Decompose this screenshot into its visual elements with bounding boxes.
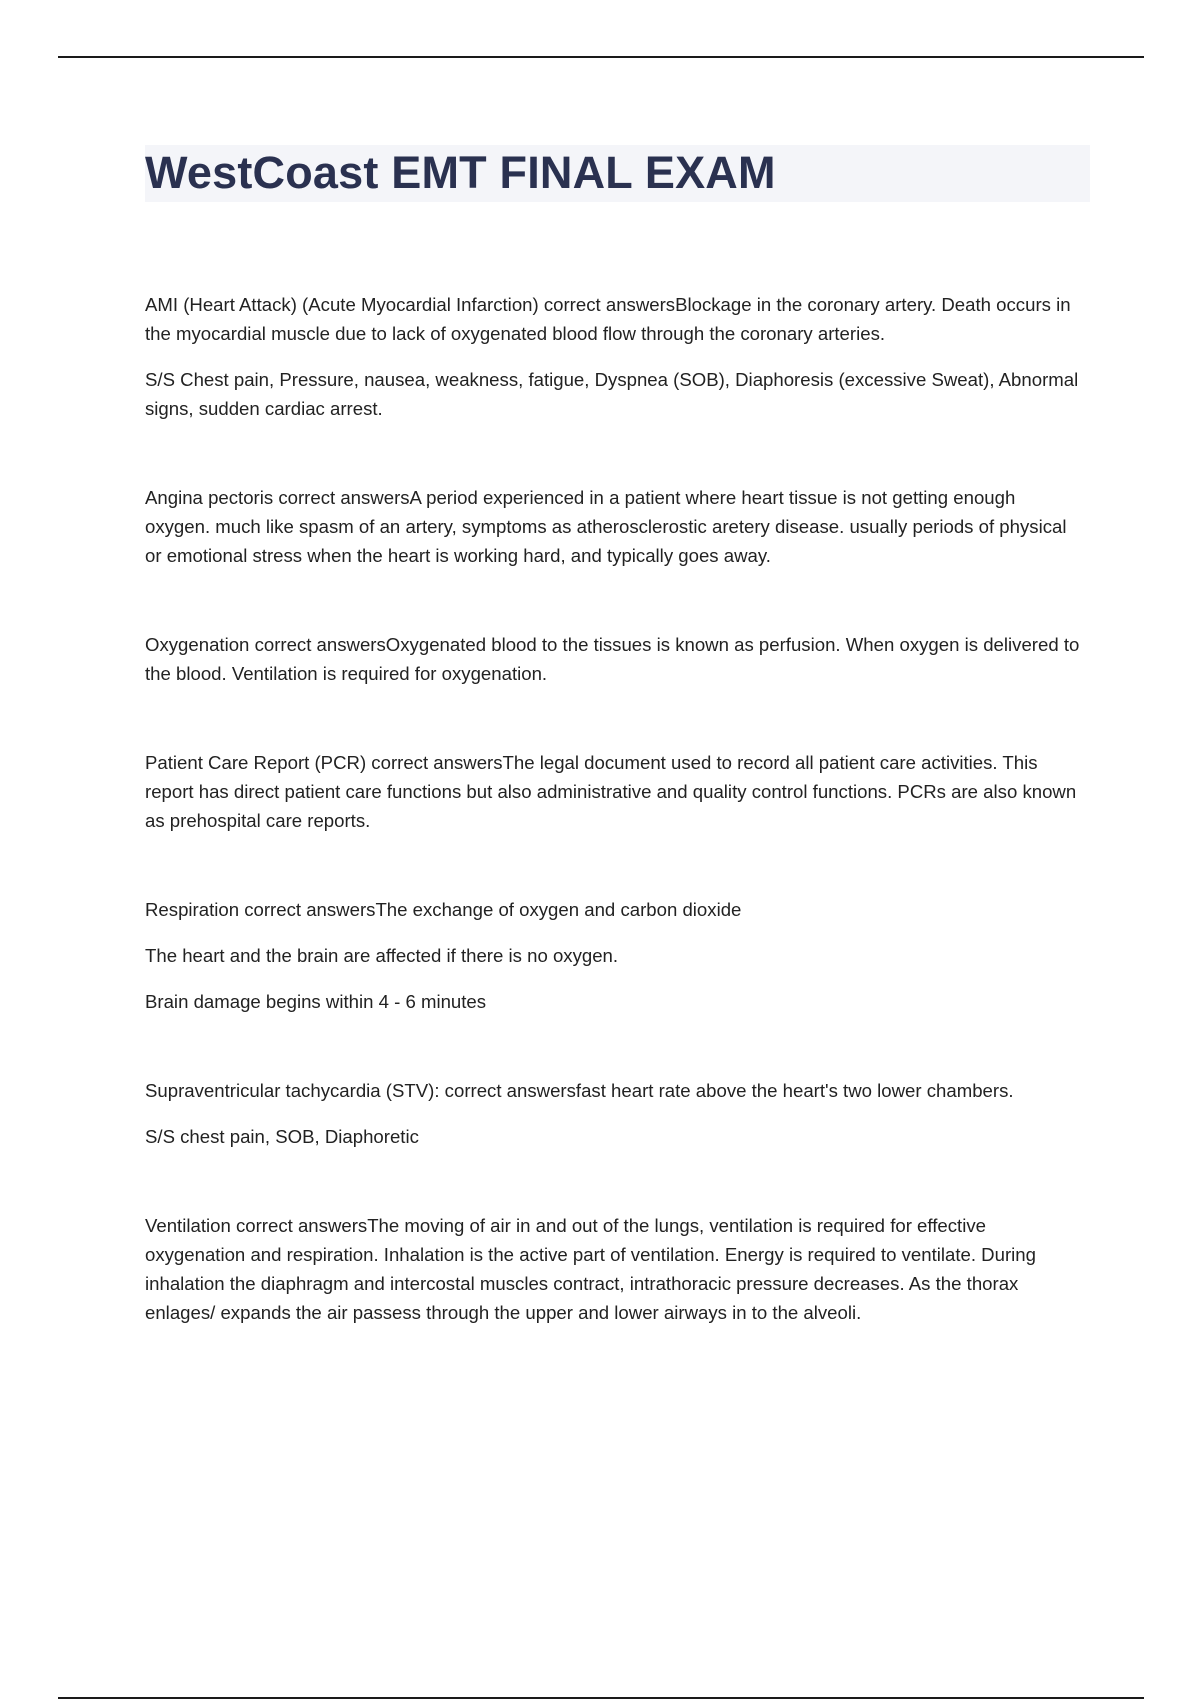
entry-paragraph: Patient Care Report (PCR) correct answersThe legal document used to record all patient care activities. This report has direct patient care functions but also administrative and quality control functions. PCRs are also known as prehospital care reports. [145, 752, 1077, 831]
document-body [145, 290, 1085, 1387]
entry-respiration [145, 895, 1085, 1016]
entry-angina-pectoris [145, 483, 1085, 570]
entry-paragraph: AMI (Heart Attack) (Acute Myocardial Infarction) correct answersBlockage in the coronary artery. Death occurs in the myocardial muscle due to lack of oxygenated blood flow through the coronary arteries. [145, 294, 1071, 344]
page-title: WestCoast EMT FINAL EXAM [145, 147, 776, 198]
header-rule [58, 56, 1144, 58]
entry-paragraph: The heart and the brain are affected if there is no oxygen. [145, 945, 619, 966]
entry-paragraph: Respiration correct answersThe exchange of oxygen and carbon dioxide [145, 899, 742, 920]
entry-paragraph: Oxygenation correct answersOxygenated blood to the tissues is known as perfusion. When oxygen is delivered to the blood. Ventilation is required for oxygenation. [145, 634, 1080, 684]
entry-supraventricular-tachycardia [145, 1076, 1085, 1151]
entry-ventilation [145, 1211, 1085, 1327]
entry-patient-care-report [145, 748, 1085, 835]
entry-paragraph: S/S Chest pain, Pressure, nausea, weakness, fatigue, Dyspnea (SOB), Diaphoresis (excessive Sweat), Abnormal signs, sudden cardiac arrest. [145, 369, 1079, 419]
entry-paragraph: Brain damage begins within 4 - 6 minutes [145, 991, 487, 1012]
entry-paragraph: Supraventricular tachycardia (STV): correct answersfast heart rate above the heart's two lower chambers. [145, 1080, 1014, 1101]
entry-paragraph: Ventilation correct answersThe moving of air in and out of the lungs, ventilation is required for effective oxygenation and respiration. Inhalation is the active part of ventilation. Energy is required to ventilate. During inhalation the diaphragm and intercostal muscles contract, intrathoracic pressure decreases. As the thorax enlages/ expands the air passess through the upper and lower airways in to the alveoli. [145, 1215, 1036, 1323]
footer-rule [58, 1697, 1144, 1699]
entry-paragraph: S/S chest pain, SOB, Diaphoretic [145, 1126, 419, 1147]
entry-oxygenation [145, 630, 1085, 688]
entry-ami [145, 290, 1085, 423]
entry-paragraph: Angina pectoris correct answersA period experienced in a patient where heart tissue is not getting enough oxygen. much like spasm of an artery, symptoms as atherosclerostic aretery disease. usually periods of physical or emotional stress when the heart is working hard, and typically goes away. [145, 487, 1067, 566]
